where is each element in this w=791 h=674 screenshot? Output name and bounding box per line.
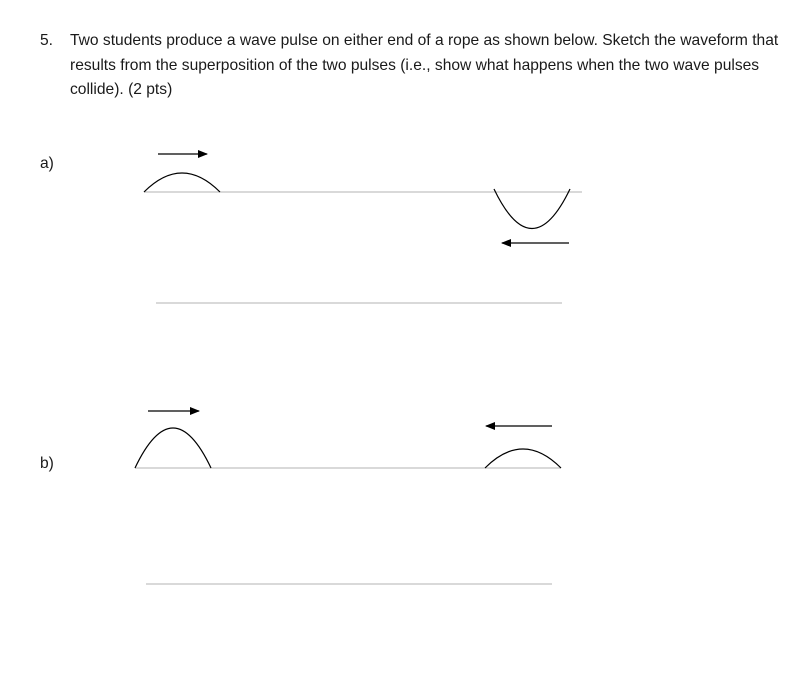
- part-a-right-trough-pulse: [494, 189, 570, 229]
- part-b-right-crest-pulse: [485, 449, 561, 468]
- part-b-label: b): [40, 455, 54, 472]
- part-a-diagram: [144, 154, 582, 303]
- question-number: 5.: [40, 32, 54, 49]
- part-b-left-crest-pulse: [135, 428, 211, 468]
- part-a-left-crest-pulse: [144, 173, 220, 192]
- part-a-label: a): [40, 155, 54, 172]
- question-text: Two students produce a wave pulse on either end of a rope as shown below. Sketch the waveform that results from the superposition of the two pulses (i.e., show what happens when the two wave pulses collide). (2 pts): [70, 32, 779, 98]
- part-b-diagram: [135, 411, 561, 584]
